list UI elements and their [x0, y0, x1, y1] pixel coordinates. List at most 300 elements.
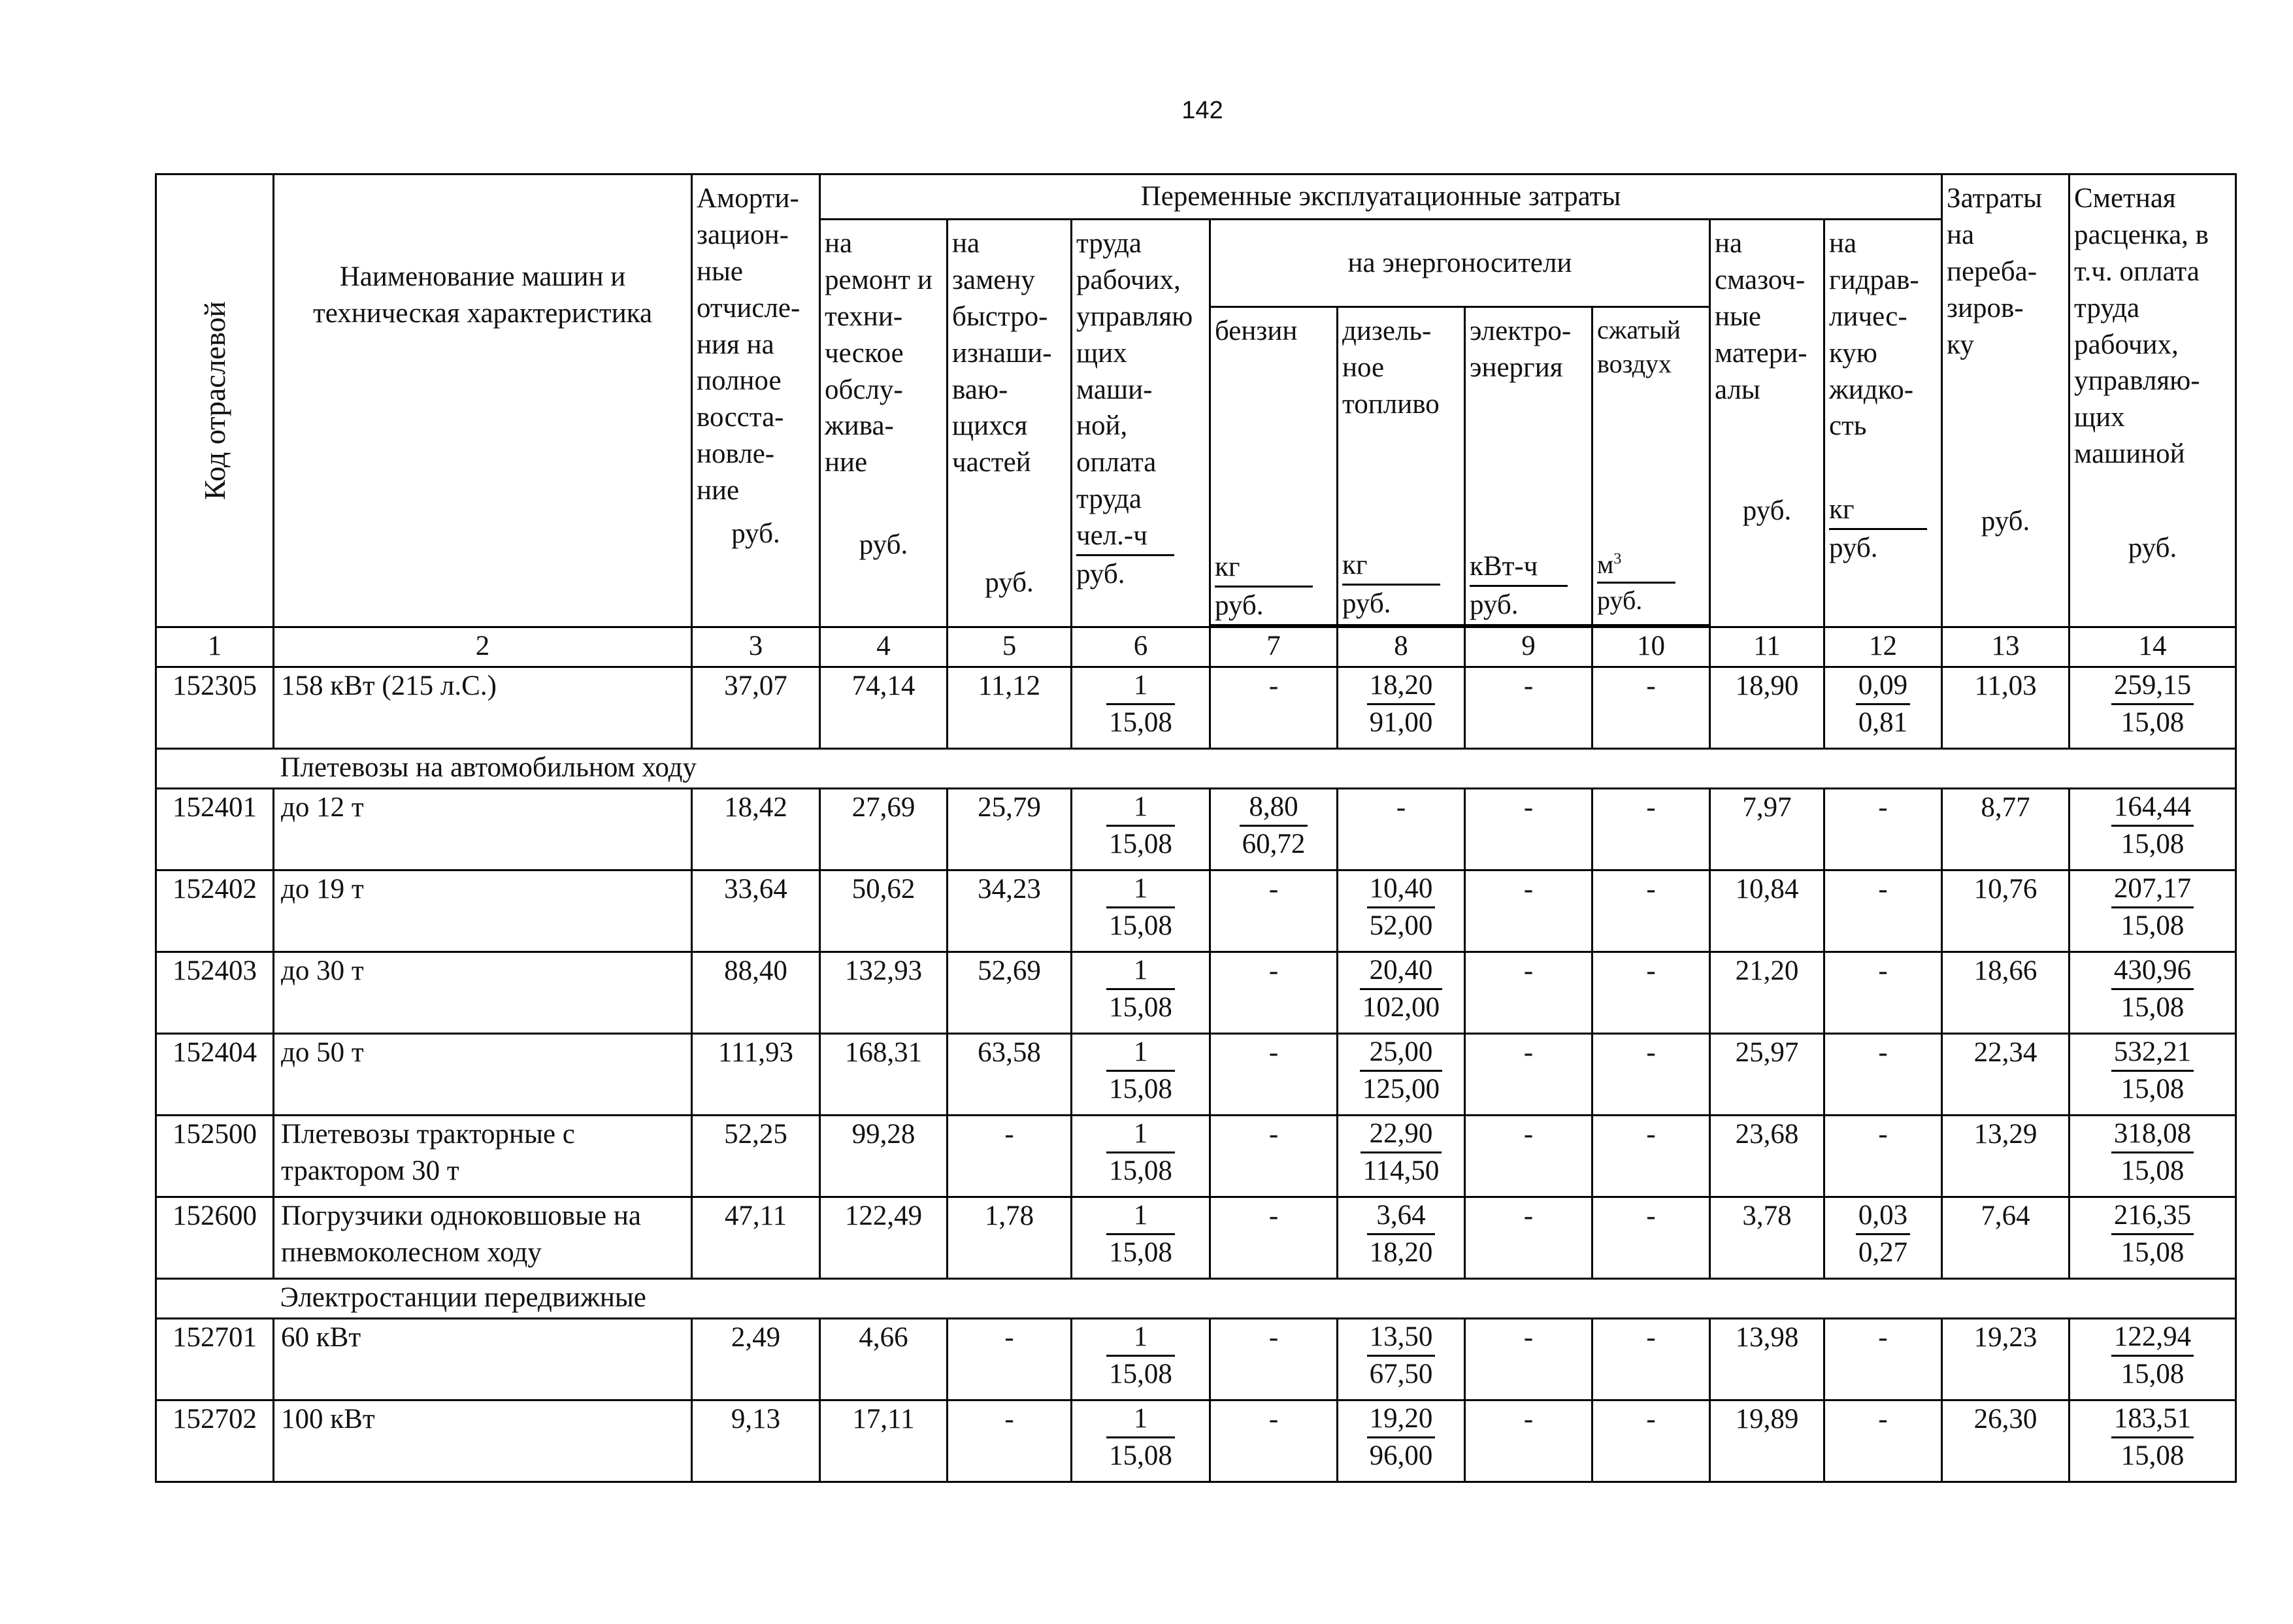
- cell-air: -: [1592, 952, 1710, 1034]
- cell-diesel: [1338, 1116, 1465, 1197]
- header-line: на: [952, 228, 980, 259]
- fraction-value: [1367, 1198, 1436, 1270]
- cell-air: -: [1592, 789, 1710, 870]
- column-number: 6: [1072, 627, 1210, 667]
- fraction-denominator: 15,08: [2120, 991, 2185, 1023]
- fraction-value: [2111, 1035, 2194, 1107]
- cell-electro: -: [1465, 1319, 1592, 1400]
- fraction-numerator: 13,50: [1367, 1319, 1436, 1357]
- cell-labor: [1072, 667, 1210, 749]
- cell-estimate: [2070, 1400, 2236, 1482]
- cell-parts: 52,69: [948, 952, 1072, 1034]
- header-variable-costs: Переменные эксплуатационные затраты: [820, 174, 1942, 220]
- section-row: [156, 1279, 2236, 1319]
- header-line: оплата: [1076, 447, 1157, 478]
- fraction-numerator: 19,20: [1367, 1401, 1436, 1438]
- cell-code: 152401: [156, 789, 274, 870]
- cell-code: 152600: [156, 1197, 274, 1279]
- fraction-value: [2111, 1198, 2194, 1270]
- header-line: переба-: [1947, 256, 2037, 287]
- cell-estimate: [2070, 952, 2236, 1034]
- cell-name: до 50 т: [274, 1034, 692, 1116]
- cell-electro: -: [1465, 870, 1592, 952]
- cell-repair: 99,28: [820, 1116, 948, 1197]
- cell-hydr: -: [1824, 870, 1942, 952]
- cell-amort: 18,42: [692, 789, 820, 870]
- header-line: управляю: [1076, 301, 1193, 332]
- fraction-denominator: 15,08: [1109, 1440, 1172, 1471]
- cell-diesel: [1338, 952, 1465, 1034]
- header-line: дизель-: [1342, 316, 1432, 347]
- header-line: щих: [1076, 337, 1127, 369]
- fraction-numerator: 1: [1106, 1319, 1175, 1357]
- fraction-denominator: 91,00: [1369, 706, 1433, 738]
- cell-repair: 50,62: [820, 870, 948, 952]
- cell-air: -: [1592, 1400, 1710, 1482]
- column-number: 1: [156, 627, 274, 667]
- header-line: энергия: [1470, 352, 1563, 384]
- header-repair: на ремонт и техни- ческое обслу- жива- ние руб.: [820, 220, 948, 627]
- header-line: рабочих,: [2074, 329, 2179, 360]
- cell-diesel: [1338, 870, 1465, 952]
- header-line: щих: [2074, 402, 2125, 433]
- fraction-numerator: 3,64: [1367, 1198, 1436, 1235]
- fraction-value: [1106, 871, 1175, 944]
- fraction-value: [1360, 953, 1442, 1025]
- fraction-value: [2111, 1116, 2194, 1189]
- header-lubric: на смазоч- ные матери- алы руб.: [1710, 220, 1824, 627]
- cell-electro: -: [1465, 1034, 1592, 1116]
- fraction-numerator: 259,15: [2111, 668, 2194, 705]
- cell-air: -: [1592, 1034, 1710, 1116]
- fraction-numerator: 1: [1106, 953, 1175, 990]
- fraction-numerator: 1: [1106, 1035, 1175, 1072]
- cell-parts: 25,79: [948, 789, 1072, 870]
- fraction-denominator: 15,08: [2120, 1358, 2185, 1389]
- fraction-denominator: 15,08: [2120, 910, 2185, 941]
- cell-hydr: -: [1824, 1034, 1942, 1116]
- cell-hydr: -: [1824, 1319, 1942, 1400]
- header-line: ваю-: [952, 374, 1008, 405]
- table-row: [156, 1400, 2236, 1482]
- header-line: труда: [2074, 292, 2140, 323]
- header-petrol: бензин кг руб.: [1210, 307, 1338, 625]
- cell-transfer: 22,34: [1942, 1034, 2070, 1116]
- fraction-value: [1360, 1035, 1442, 1107]
- cell-labor: [1072, 1116, 1210, 1197]
- header-line: жидко-: [1829, 374, 1914, 405]
- column-number: 5: [948, 627, 1072, 667]
- fraction-denominator: 15,08: [2120, 1073, 2185, 1104]
- cell-transfer: 19,23: [1942, 1319, 2070, 1400]
- cell-electro: -: [1465, 1197, 1592, 1279]
- fraction-value: [1240, 789, 1308, 862]
- fraction-denominator: 52,00: [1369, 910, 1433, 941]
- header-line: ние: [825, 447, 868, 478]
- cell-lubric: 13,98: [1710, 1319, 1824, 1400]
- cell-parts: 63,58: [948, 1034, 1072, 1116]
- cell-air: -: [1592, 1319, 1710, 1400]
- fraction-value: [1367, 1401, 1436, 1474]
- table-row: [156, 1034, 2236, 1116]
- cell-lubric: 25,97: [1710, 1034, 1824, 1116]
- section-title: Электростанции передвижные: [274, 1279, 2236, 1319]
- cell-repair: 74,14: [820, 667, 948, 749]
- table-row: [156, 667, 2236, 749]
- header-line: т.ч. оплата: [2074, 256, 2200, 287]
- header-line: изнаши-: [952, 337, 1052, 369]
- header-energy: на энергоносители: [1210, 220, 1710, 307]
- header-line: замену: [952, 264, 1035, 295]
- header-line: ное: [1342, 352, 1385, 384]
- cell-diesel: -: [1338, 789, 1465, 870]
- fraction-numerator: 1: [1106, 1198, 1175, 1235]
- header-line: воздух: [1597, 349, 1672, 379]
- cell-petrol: -: [1210, 1034, 1338, 1116]
- cell-repair: 4,66: [820, 1319, 948, 1400]
- fraction-numerator: 216,35: [2111, 1198, 2194, 1235]
- table-row: [156, 789, 2236, 870]
- cell-electro: -: [1465, 789, 1592, 870]
- header-line: обслу-: [825, 374, 903, 405]
- cell-petrol: -: [1210, 667, 1338, 749]
- fraction-numerator: 10,40: [1367, 871, 1436, 908]
- fraction-numerator: 22,90: [1361, 1116, 1442, 1153]
- cell-electro: -: [1465, 667, 1592, 749]
- section-row: [156, 749, 2236, 789]
- cell-estimate: [2070, 789, 2236, 870]
- cell-repair: 17,11: [820, 1400, 948, 1482]
- fraction-value: [2111, 1401, 2194, 1474]
- cell-diesel: [1338, 1400, 1465, 1482]
- cell-amort: 52,25: [692, 1116, 820, 1197]
- fraction-denominator: 67,50: [1369, 1358, 1433, 1389]
- cell-lubric: 10,84: [1710, 870, 1824, 952]
- cell-estimate: [2070, 1116, 2236, 1197]
- fraction-denominator: 18,20: [1369, 1236, 1433, 1268]
- header-line: на: [825, 228, 853, 259]
- fraction-denominator: 15,08: [1109, 991, 1172, 1023]
- cell-petrol: -: [1210, 1400, 1338, 1482]
- header-line: гидрав-: [1829, 264, 1919, 295]
- header-line: сть: [1829, 410, 1867, 442]
- fraction-value: [1106, 1116, 1175, 1189]
- header-amort: Аморти- зацион- ные отчисле- ния на полное восста- новле- ние руб.: [692, 174, 820, 627]
- cell-petrol: -: [1210, 1197, 1338, 1279]
- cell-transfer: 7,64: [1942, 1197, 2070, 1279]
- header-line: на: [1947, 219, 1975, 250]
- fraction-denominator: 15,08: [1109, 1155, 1172, 1186]
- header-line: матери-: [1715, 337, 1807, 369]
- header-estimate: Сметная расценка, в т.ч. оплата труда рабочих, управляю- щих машиной руб.: [2070, 174, 2236, 627]
- column-number: 7: [1210, 627, 1338, 667]
- header-hydr: на гидрав- личес- кую жидко- сть кг руб.: [1824, 220, 1942, 627]
- column-number: 9: [1465, 627, 1592, 667]
- cell-estimate: [2070, 1034, 2236, 1116]
- table-row: [156, 1197, 2236, 1279]
- cell-code: 152305: [156, 667, 274, 749]
- header-line: маши-: [1076, 374, 1153, 405]
- cell-air: -: [1592, 1197, 1710, 1279]
- fraction-value: [1361, 1116, 1442, 1189]
- fraction-numerator: 207,17: [2111, 871, 2194, 908]
- cell-air: -: [1592, 667, 1710, 749]
- fraction-denominator: 125,00: [1362, 1073, 1440, 1104]
- page-number: 142: [1181, 97, 1223, 124]
- column-number: 3: [692, 627, 820, 667]
- cell-lubric: 3,78: [1710, 1197, 1824, 1279]
- cell-name: до 30 т: [274, 952, 692, 1034]
- cell-lubric: 19,89: [1710, 1400, 1824, 1482]
- header-line: ния на: [697, 329, 774, 360]
- fraction-numerator: 0,09: [1856, 668, 1910, 705]
- cell-amort: 88,40: [692, 952, 820, 1034]
- header-line: ку: [1947, 329, 1974, 360]
- cell-name: Погрузчики одноковшовые на пневмоколесном ходу: [274, 1197, 692, 1279]
- table-row: [156, 870, 2236, 952]
- cell-name: Плетевозы тракторные с трактором 30 т: [274, 1116, 692, 1197]
- header-line: ные: [697, 256, 743, 287]
- fraction-denominator: 0,81: [1858, 706, 1908, 738]
- header-line: полное: [697, 365, 782, 397]
- fraction-denominator: 15,08: [1109, 706, 1172, 738]
- fraction-numerator: 8,80: [1240, 789, 1308, 827]
- cell-electro: -: [1465, 1116, 1592, 1197]
- cell-code: 152403: [156, 952, 274, 1034]
- cell-repair: 27,69: [820, 789, 948, 870]
- header-line: на: [1715, 228, 1743, 259]
- cell-estimate: [2070, 870, 2236, 952]
- cell-amort: 9,13: [692, 1400, 820, 1482]
- header-line: восста-: [697, 402, 784, 433]
- column-number: 4: [820, 627, 948, 667]
- fraction-numerator: 1: [1106, 668, 1175, 705]
- cell-labor: [1072, 1197, 1210, 1279]
- header-line: зацион-: [697, 219, 789, 250]
- fraction-value: [2111, 871, 2194, 944]
- cell-petrol: -: [1210, 952, 1338, 1034]
- cell-name: до 12 т: [274, 789, 692, 870]
- fraction-value: [1106, 668, 1175, 740]
- cell-transfer: 10,76: [1942, 870, 2070, 952]
- cell-estimate: [2070, 1197, 2236, 1279]
- header-line: ные: [1715, 301, 1761, 332]
- fraction-denominator: 96,00: [1369, 1440, 1433, 1471]
- header-line: машиной: [2074, 439, 2185, 470]
- column-number: 14: [2070, 627, 2236, 667]
- header-line: новле-: [697, 439, 775, 470]
- header-electro: электро- энергия кВт-ч руб.: [1465, 307, 1592, 625]
- fraction-denominator: 15,08: [1109, 1358, 1172, 1389]
- cell-hydr: -: [1824, 1116, 1942, 1197]
- cell-hydr: [1824, 1197, 1942, 1279]
- column-number: 11: [1710, 627, 1824, 667]
- fraction-numerator: 25,00: [1360, 1035, 1442, 1072]
- cell-electro: -: [1465, 952, 1592, 1034]
- fraction-value: [1106, 1035, 1175, 1107]
- cell-labor: [1072, 1034, 1210, 1116]
- cell-amort: 37,07: [692, 667, 820, 749]
- header-line: управляю-: [2074, 365, 2200, 397]
- cell-electro: -: [1465, 1400, 1592, 1482]
- cell-amort: 33,64: [692, 870, 820, 952]
- column-number: 10: [1592, 627, 1710, 667]
- cell-parts: -: [948, 1319, 1072, 1400]
- header-line: алы: [1715, 374, 1760, 405]
- header-line: электро-: [1470, 316, 1572, 347]
- section-title: Плетевозы на автомобильном ходу: [274, 749, 2236, 789]
- cell-lubric: 7,97: [1710, 789, 1824, 870]
- fraction-denominator: 114,50: [1362, 1155, 1440, 1186]
- header-line: частей: [952, 447, 1031, 478]
- header-line: личес-: [1829, 301, 1907, 332]
- cell-amort: 111,93: [692, 1034, 820, 1116]
- header-line: зиров-: [1947, 292, 2024, 323]
- cell-petrol: -: [1210, 1116, 1338, 1197]
- cell-repair: 132,93: [820, 952, 948, 1034]
- fraction-value: [2111, 789, 2194, 862]
- section-code-blank: [156, 749, 274, 789]
- fraction-numerator: 18,20: [1367, 668, 1436, 705]
- fraction-denominator: 15,08: [2120, 1236, 2185, 1268]
- cell-transfer: 8,77: [1942, 789, 2070, 870]
- fraction-numerator: 318,08: [2111, 1116, 2194, 1153]
- fraction-numerator: 532,21: [2111, 1035, 2194, 1072]
- fraction-denominator: 102,00: [1362, 991, 1440, 1023]
- header-name: Наименование машин и техническая характеристика: [274, 174, 692, 627]
- fraction-value: [1106, 953, 1175, 1025]
- cell-code: 152402: [156, 870, 274, 952]
- cell-code: 152404: [156, 1034, 274, 1116]
- cell-transfer: 18,66: [1942, 952, 2070, 1034]
- header-line: кую: [1829, 337, 1877, 369]
- column-numbers-row: [156, 627, 2236, 667]
- cell-parts: 11,12: [948, 667, 1072, 749]
- cell-labor: [1072, 870, 1210, 952]
- section-code-blank: [156, 1279, 274, 1319]
- header-line: рабочих,: [1076, 264, 1181, 295]
- fraction-denominator: 15,08: [2120, 828, 2185, 859]
- fraction-denominator: 15,08: [1109, 828, 1172, 859]
- fraction-value: [1106, 789, 1175, 862]
- cell-amort: 2,49: [692, 1319, 820, 1400]
- header-line: топливо: [1342, 389, 1440, 420]
- cell-labor: [1072, 1400, 1210, 1482]
- header-line: труда: [1076, 228, 1142, 259]
- fraction-value: [1106, 1401, 1175, 1474]
- table-row: [156, 1319, 2236, 1400]
- fraction-denominator: 15,08: [2120, 706, 2185, 738]
- fraction-value: [1106, 1319, 1175, 1392]
- header-code: Код отраслевой: [156, 174, 274, 627]
- cell-diesel: [1338, 1034, 1465, 1116]
- header-line: ремонт и: [825, 264, 932, 295]
- fraction-numerator: 1: [1106, 1401, 1175, 1438]
- fraction-denominator: 15,08: [1109, 1073, 1172, 1104]
- fraction-denominator: 15,08: [2120, 1155, 2185, 1186]
- cell-transfer: 13,29: [1942, 1116, 2070, 1197]
- fraction-numerator: 122,94: [2111, 1319, 2194, 1357]
- cell-labor: [1072, 1319, 1210, 1400]
- fraction-value: [1367, 871, 1436, 944]
- cell-diesel: [1338, 1319, 1465, 1400]
- fraction-value: [1856, 668, 1910, 740]
- fraction-value: [1367, 1319, 1436, 1392]
- cell-diesel: [1338, 1197, 1465, 1279]
- cell-hydr: [1824, 667, 1942, 749]
- cell-estimate: [2070, 667, 2236, 749]
- cell-air: -: [1592, 1116, 1710, 1197]
- fraction-numerator: 164,44: [2111, 789, 2194, 827]
- column-number: 12: [1824, 627, 1942, 667]
- header-parts: на замену быстро- изнаши- ваю- щихся частей руб.: [948, 220, 1072, 627]
- cell-parts: -: [948, 1116, 1072, 1197]
- cell-code: 152500: [156, 1116, 274, 1197]
- header-line: Сметная: [2074, 183, 2176, 214]
- table-row: [156, 1116, 2236, 1197]
- header-line: ческое: [825, 337, 904, 369]
- cell-hydr: -: [1824, 1400, 1942, 1482]
- fraction-value: [1367, 668, 1436, 740]
- fraction-numerator: 183,51: [2111, 1401, 2194, 1438]
- column-number: 8: [1338, 627, 1465, 667]
- header-line: сжатый: [1597, 315, 1681, 345]
- fraction-numerator: 1: [1106, 871, 1175, 908]
- header-line: ной,: [1076, 410, 1128, 442]
- header-line: быстро-: [952, 301, 1048, 332]
- fraction-denominator: 60,72: [1242, 828, 1306, 859]
- cell-code: 152701: [156, 1319, 274, 1400]
- header-line: жива-: [825, 410, 894, 442]
- header-line: Аморти-: [697, 183, 799, 214]
- fraction-value: [2111, 953, 2194, 1025]
- header-line: труда: [1076, 484, 1142, 515]
- cell-parts: 1,78: [948, 1197, 1072, 1279]
- cell-parts: 34,23: [948, 870, 1072, 952]
- cell-name: до 19 т: [274, 870, 692, 952]
- header-line: на: [1829, 228, 1857, 259]
- table-row: [156, 952, 2236, 1034]
- fraction-denominator: 15,08: [2120, 1440, 2185, 1471]
- cell-amort: 47,11: [692, 1197, 820, 1279]
- cell-name: 100 кВт: [274, 1400, 692, 1482]
- fraction-denominator: 15,08: [1109, 1236, 1172, 1268]
- column-number: 2: [274, 627, 692, 667]
- fraction-numerator: 1: [1106, 1116, 1175, 1153]
- header-line: щихся: [952, 410, 1028, 442]
- cell-repair: 168,31: [820, 1034, 948, 1116]
- header-labor: труда рабочих, управляю щих маши- ной, оплата труда чел.-ч руб.: [1072, 220, 1210, 627]
- cell-estimate: [2070, 1319, 2236, 1400]
- cell-repair: 122,49: [820, 1197, 948, 1279]
- cell-transfer: 26,30: [1942, 1400, 2070, 1482]
- header-transfer: Затраты на переба- зиров- ку руб.: [1942, 174, 2070, 627]
- column-number: 13: [1942, 627, 2070, 667]
- cell-petrol: -: [1210, 870, 1338, 952]
- cell-transfer: 11,03: [1942, 667, 2070, 749]
- cell-labor: [1072, 789, 1210, 870]
- header-line: ние: [697, 475, 740, 506]
- fraction-denominator: 15,08: [1109, 910, 1172, 941]
- fraction-numerator: 20,40: [1360, 953, 1442, 990]
- cell-lubric: 23,68: [1710, 1116, 1824, 1197]
- header-line: отчисле-: [697, 292, 800, 323]
- cell-name: 158 кВт (215 л.С.): [274, 667, 692, 749]
- cell-diesel: [1338, 667, 1465, 749]
- cell-hydr: -: [1824, 789, 1942, 870]
- header-line: техни-: [825, 301, 903, 332]
- cell-air: -: [1592, 870, 1710, 952]
